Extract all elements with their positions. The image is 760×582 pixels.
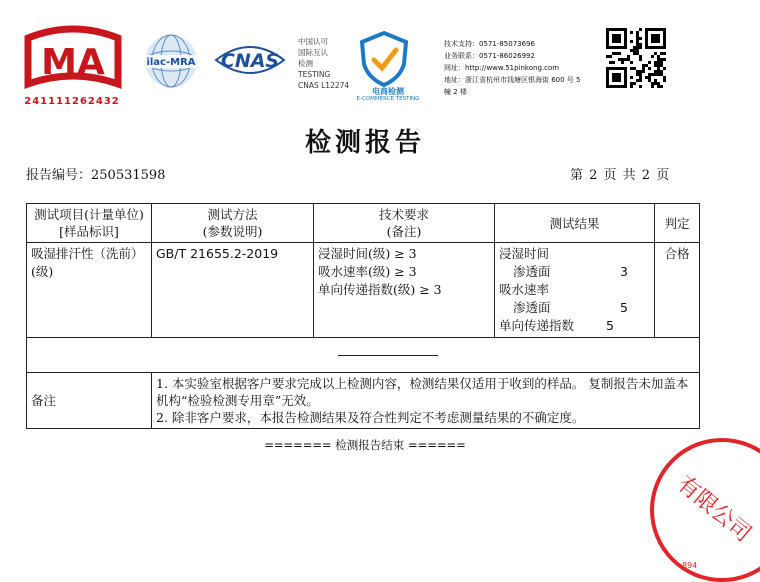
accreditation-line: TESTING bbox=[298, 70, 331, 79]
header-requirement bbox=[314, 204, 495, 243]
header-item-line: [样品标识] bbox=[59, 224, 119, 239]
requirement-line: 浸湿时间(级) ≥ 3 bbox=[318, 246, 417, 261]
header-item bbox=[27, 204, 152, 243]
result-line bbox=[499, 299, 628, 317]
accreditation-line: 检测 bbox=[298, 59, 313, 68]
note-line: 1. 本实验室根据客户要求完成以上检测内容，检测结果仅适用于收到的样品。 复制报告未加盖本机构“检验检测专用章”无效。 bbox=[156, 376, 689, 408]
report-end-mark: ======= 检测报告结束 ====== bbox=[264, 438, 466, 452]
requirement-line: 吸水速率(级) ≥ 3 bbox=[318, 264, 417, 279]
result-line bbox=[499, 263, 628, 281]
accreditation-text bbox=[298, 36, 349, 91]
requirement-line: 单向传递指数(级) ≥ 3 bbox=[318, 282, 442, 297]
table-row bbox=[27, 243, 700, 338]
notes-row bbox=[27, 373, 700, 429]
ma-number: 241111262432 bbox=[24, 96, 120, 107]
result-label: 吸水速率 bbox=[499, 282, 550, 297]
result-label: 渗透面 bbox=[513, 300, 551, 315]
header-method-line: (参数说明) bbox=[202, 224, 263, 239]
header-requirement-line: 技术要求 bbox=[378, 207, 429, 222]
cell-verdict: 合格 bbox=[655, 243, 700, 338]
header-method bbox=[152, 204, 314, 243]
document-title: 检测报告 bbox=[304, 128, 425, 158]
header-verdict: 判定 bbox=[655, 204, 700, 243]
result-value: 5 bbox=[620, 300, 628, 315]
cell-result bbox=[495, 243, 655, 338]
contact-line: 幢 2 楼 bbox=[444, 88, 467, 96]
result-line bbox=[499, 245, 614, 263]
ma-logo-text: MA bbox=[41, 42, 105, 83]
header-method-line: 测试方法 bbox=[207, 207, 258, 222]
result-value: 3 bbox=[620, 264, 628, 279]
header-requirement-line: (备注) bbox=[386, 224, 422, 239]
item-line: 吸湿排汗性（洗前） bbox=[31, 246, 144, 261]
ecommerce-testing-logo bbox=[356, 30, 412, 88]
result-label: 渗透面 bbox=[513, 264, 551, 279]
table-header-row bbox=[27, 204, 700, 243]
table-blank-row bbox=[27, 338, 700, 373]
ecommerce-en-label: E-COMMERCE TESTING bbox=[356, 96, 420, 102]
cell-method: GB/T 21655.2-2019 bbox=[152, 243, 314, 338]
notes-label: 备注 bbox=[27, 373, 152, 429]
item-line: (级) bbox=[31, 264, 54, 279]
report-number: 报告编号：250531598 bbox=[26, 168, 166, 183]
accreditation-line: 中国认可 bbox=[298, 37, 328, 46]
result-line bbox=[499, 317, 614, 335]
result-label: 单向传递指数 bbox=[499, 318, 575, 333]
accreditation-line: CNAS L12274 bbox=[298, 81, 350, 90]
accreditation-line: 国际互认 bbox=[298, 48, 328, 57]
cnas-logo bbox=[210, 40, 290, 80]
seal-number: 894 bbox=[682, 561, 698, 570]
company-seal bbox=[640, 428, 760, 578]
cell-requirement bbox=[314, 243, 495, 338]
contact-line: 业务联系：0571-86026992 bbox=[444, 52, 535, 60]
cnas-text: CNAS bbox=[220, 50, 280, 72]
seal-text: 有限公司 bbox=[672, 471, 756, 548]
ecommerce-cn-label: 电商检测 bbox=[372, 87, 404, 96]
contact-line: 地址：浙江省杭州市钱塘区银海街 600 号 5 bbox=[444, 76, 581, 84]
result-table bbox=[26, 203, 700, 429]
header-result: 测试结果 bbox=[495, 204, 655, 243]
cell-item bbox=[27, 243, 152, 338]
contact-block bbox=[444, 38, 604, 98]
contact-line: 网址：http://www.51pinkong.com bbox=[444, 64, 560, 72]
result-value: 5 bbox=[606, 318, 614, 333]
note-line: 2. 除非客户要求，本报告检测结果及符合性判定不考虑测量结果的不确定度。 bbox=[156, 410, 585, 425]
page-indicator: 第 2 页 共 2 页 bbox=[570, 168, 671, 183]
header-item-line: 测试项目(计量单位) bbox=[34, 207, 144, 222]
ilac-mra-logo bbox=[138, 30, 204, 92]
qr-code[interactable] bbox=[606, 28, 666, 88]
notes-content bbox=[152, 373, 700, 429]
result-label: 浸湿时间 bbox=[499, 246, 550, 261]
contact-line: 技术支持：0571-85073696 bbox=[444, 40, 535, 48]
divider-line bbox=[338, 355, 438, 356]
ilac-text: ilac-MRA bbox=[146, 57, 196, 68]
result-line bbox=[499, 281, 614, 299]
